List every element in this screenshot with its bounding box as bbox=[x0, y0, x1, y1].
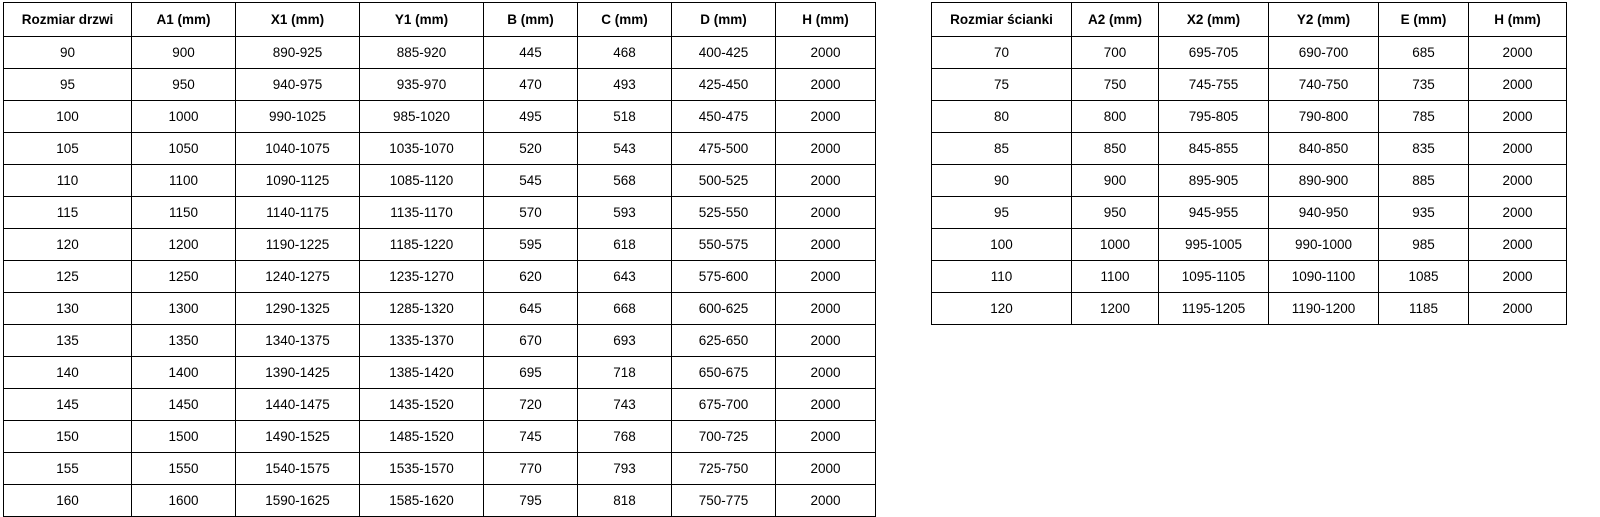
table-cell: 2000 bbox=[776, 69, 876, 101]
table-cell: 735 bbox=[1379, 69, 1469, 101]
table-row bbox=[4, 37, 876, 69]
table-cell: 160 bbox=[4, 485, 132, 517]
table-row bbox=[4, 293, 876, 325]
table-cell: 1085-1120 bbox=[360, 165, 484, 197]
walls-column-header: Y2 (mm) bbox=[1269, 3, 1379, 37]
table-row bbox=[4, 133, 876, 165]
table-cell: 940-950 bbox=[1269, 197, 1379, 229]
walls-column-header: E (mm) bbox=[1379, 3, 1469, 37]
table-cell: 1500 bbox=[132, 421, 236, 453]
table-cell: 493 bbox=[578, 69, 672, 101]
table-cell: 2000 bbox=[776, 101, 876, 133]
table-cell: 695-705 bbox=[1159, 37, 1269, 69]
table-cell: 675-700 bbox=[672, 389, 776, 421]
table-cell: 995-1005 bbox=[1159, 229, 1269, 261]
table-cell: 885 bbox=[1379, 165, 1469, 197]
table-cell: 1185-1220 bbox=[360, 229, 484, 261]
table-cell: 145 bbox=[4, 389, 132, 421]
table-cell: 600-625 bbox=[672, 293, 776, 325]
table-row bbox=[4, 165, 876, 197]
table-cell: 1300 bbox=[132, 293, 236, 325]
table-cell: 90 bbox=[4, 37, 132, 69]
table-cell: 845-855 bbox=[1159, 133, 1269, 165]
table-cell: 1335-1370 bbox=[360, 325, 484, 357]
table-cell: 770 bbox=[484, 453, 578, 485]
table-row bbox=[4, 229, 876, 261]
table-cell: 2000 bbox=[1469, 229, 1567, 261]
table-cell: 2000 bbox=[776, 165, 876, 197]
table-row bbox=[4, 197, 876, 229]
table-cell: 2000 bbox=[776, 197, 876, 229]
table-cell: 1535-1570 bbox=[360, 453, 484, 485]
table-cell: 795 bbox=[484, 485, 578, 517]
table-header-row bbox=[932, 3, 1567, 37]
doors-table-header bbox=[4, 3, 876, 37]
table-cell: 950 bbox=[1072, 197, 1159, 229]
doors-table-body bbox=[4, 37, 876, 517]
table-cell: 785 bbox=[1379, 101, 1469, 133]
table-cell: 2000 bbox=[1469, 197, 1567, 229]
table-cell: 1390-1425 bbox=[236, 357, 360, 389]
doors-table-container bbox=[3, 2, 876, 517]
table-cell: 150 bbox=[4, 421, 132, 453]
table-cell: 1450 bbox=[132, 389, 236, 421]
table-cell: 1100 bbox=[132, 165, 236, 197]
table-cell: 1250 bbox=[132, 261, 236, 293]
table-cell: 790-800 bbox=[1269, 101, 1379, 133]
walls-table-container bbox=[931, 2, 1567, 325]
table-cell: 500-525 bbox=[672, 165, 776, 197]
table-cell: 750 bbox=[1072, 69, 1159, 101]
table-cell: 2000 bbox=[1469, 261, 1567, 293]
table-cell: 835 bbox=[1379, 133, 1469, 165]
table-cell: 2000 bbox=[776, 325, 876, 357]
table-cell: 545 bbox=[484, 165, 578, 197]
table-cell: 1090-1100 bbox=[1269, 261, 1379, 293]
table-cell: 1590-1625 bbox=[236, 485, 360, 517]
table-cell: 130 bbox=[4, 293, 132, 325]
table-cell: 120 bbox=[4, 229, 132, 261]
doors-column-header: H (mm) bbox=[776, 3, 876, 37]
table-cell: 595 bbox=[484, 229, 578, 261]
table-cell: 718 bbox=[578, 357, 672, 389]
table-cell: 2000 bbox=[1469, 69, 1567, 101]
table-cell: 720 bbox=[484, 389, 578, 421]
table-cell: 700-725 bbox=[672, 421, 776, 453]
table-cell: 618 bbox=[578, 229, 672, 261]
table-cell: 550-575 bbox=[672, 229, 776, 261]
table-cell: 135 bbox=[4, 325, 132, 357]
table-cell: 1285-1320 bbox=[360, 293, 484, 325]
table-row bbox=[932, 197, 1567, 229]
table-row bbox=[932, 133, 1567, 165]
table-cell: 2000 bbox=[776, 37, 876, 69]
table-cell: 1435-1520 bbox=[360, 389, 484, 421]
table-row bbox=[932, 261, 1567, 293]
table-cell: 1485-1520 bbox=[360, 421, 484, 453]
table-cell: 1490-1525 bbox=[236, 421, 360, 453]
table-cell: 620 bbox=[484, 261, 578, 293]
walls-table-header bbox=[932, 3, 1567, 37]
table-cell: 1135-1170 bbox=[360, 197, 484, 229]
table-cell: 668 bbox=[578, 293, 672, 325]
table-cell: 685 bbox=[1379, 37, 1469, 69]
table-cell: 700 bbox=[1072, 37, 1159, 69]
table-cell: 2000 bbox=[776, 485, 876, 517]
table-row bbox=[4, 485, 876, 517]
table-header-row bbox=[4, 3, 876, 37]
table-cell: 693 bbox=[578, 325, 672, 357]
table-cell: 1400 bbox=[132, 357, 236, 389]
table-cell: 1190-1225 bbox=[236, 229, 360, 261]
walls-column-header: A2 (mm) bbox=[1072, 3, 1159, 37]
table-cell: 2000 bbox=[1469, 165, 1567, 197]
table-cell: 890-925 bbox=[236, 37, 360, 69]
table-cell: 445 bbox=[484, 37, 578, 69]
table-cell: 105 bbox=[4, 133, 132, 165]
table-cell: 740-750 bbox=[1269, 69, 1379, 101]
table-cell: 800 bbox=[1072, 101, 1159, 133]
table-cell: 425-450 bbox=[672, 69, 776, 101]
table-cell: 80 bbox=[932, 101, 1072, 133]
table-cell: 2000 bbox=[776, 293, 876, 325]
table-cell: 518 bbox=[578, 101, 672, 133]
walls-column-header: Rozmiar ścianki bbox=[932, 3, 1072, 37]
table-cell: 520 bbox=[484, 133, 578, 165]
walls-table-body bbox=[932, 37, 1567, 325]
table-cell: 950 bbox=[132, 69, 236, 101]
table-row bbox=[932, 101, 1567, 133]
table-cell: 1035-1070 bbox=[360, 133, 484, 165]
table-cell: 1000 bbox=[132, 101, 236, 133]
table-row bbox=[932, 229, 1567, 261]
table-cell: 725-750 bbox=[672, 453, 776, 485]
table-row bbox=[4, 357, 876, 389]
walls-size-table bbox=[931, 2, 1567, 325]
table-cell: 568 bbox=[578, 165, 672, 197]
table-cell: 895-905 bbox=[1159, 165, 1269, 197]
doors-column-header: Y1 (mm) bbox=[360, 3, 484, 37]
table-cell: 2000 bbox=[776, 389, 876, 421]
table-row bbox=[932, 69, 1567, 101]
table-cell: 475-500 bbox=[672, 133, 776, 165]
table-cell: 2000 bbox=[776, 229, 876, 261]
doors-size-table bbox=[3, 2, 876, 517]
table-cell: 1195-1205 bbox=[1159, 293, 1269, 325]
table-cell: 570 bbox=[484, 197, 578, 229]
table-cell: 935 bbox=[1379, 197, 1469, 229]
table-cell: 795-805 bbox=[1159, 101, 1269, 133]
table-cell: 625-650 bbox=[672, 325, 776, 357]
table-cell: 645 bbox=[484, 293, 578, 325]
table-cell: 1100 bbox=[1072, 261, 1159, 293]
table-cell: 1440-1475 bbox=[236, 389, 360, 421]
table-cell: 1140-1175 bbox=[236, 197, 360, 229]
table-cell: 1340-1375 bbox=[236, 325, 360, 357]
table-cell: 495 bbox=[484, 101, 578, 133]
table-cell: 945-955 bbox=[1159, 197, 1269, 229]
table-cell: 695 bbox=[484, 357, 578, 389]
table-cell: 900 bbox=[132, 37, 236, 69]
table-cell: 1585-1620 bbox=[360, 485, 484, 517]
doors-column-header: Rozmiar drzwi bbox=[4, 3, 132, 37]
table-cell: 575-600 bbox=[672, 261, 776, 293]
table-cell: 1235-1270 bbox=[360, 261, 484, 293]
table-cell: 850 bbox=[1072, 133, 1159, 165]
table-row bbox=[4, 421, 876, 453]
table-cell: 793 bbox=[578, 453, 672, 485]
table-cell: 110 bbox=[4, 165, 132, 197]
table-cell: 1540-1575 bbox=[236, 453, 360, 485]
table-cell: 750-775 bbox=[672, 485, 776, 517]
table-cell: 900 bbox=[1072, 165, 1159, 197]
table-cell: 90 bbox=[932, 165, 1072, 197]
table-cell: 120 bbox=[932, 293, 1072, 325]
walls-column-header: X2 (mm) bbox=[1159, 3, 1269, 37]
table-cell: 1290-1325 bbox=[236, 293, 360, 325]
table-cell: 75 bbox=[932, 69, 1072, 101]
table-cell: 1040-1075 bbox=[236, 133, 360, 165]
table-cell: 745 bbox=[484, 421, 578, 453]
table-cell: 650-675 bbox=[672, 357, 776, 389]
table-cell: 1240-1275 bbox=[236, 261, 360, 293]
table-cell: 745-755 bbox=[1159, 69, 1269, 101]
table-cell: 1550 bbox=[132, 453, 236, 485]
table-row bbox=[932, 165, 1567, 197]
table-cell: 1200 bbox=[132, 229, 236, 261]
table-row bbox=[4, 101, 876, 133]
table-cell: 670 bbox=[484, 325, 578, 357]
table-cell: 840-850 bbox=[1269, 133, 1379, 165]
table-cell: 885-920 bbox=[360, 37, 484, 69]
table-cell: 450-475 bbox=[672, 101, 776, 133]
table-row bbox=[4, 69, 876, 101]
table-row bbox=[932, 37, 1567, 69]
table-cell: 2000 bbox=[776, 133, 876, 165]
table-cell: 2000 bbox=[1469, 37, 1567, 69]
table-cell: 1385-1420 bbox=[360, 357, 484, 389]
table-cell: 95 bbox=[932, 197, 1072, 229]
table-cell: 1095-1105 bbox=[1159, 261, 1269, 293]
table-cell: 2000 bbox=[1469, 133, 1567, 165]
table-cell: 768 bbox=[578, 421, 672, 453]
table-row bbox=[932, 293, 1567, 325]
table-row bbox=[4, 261, 876, 293]
table-cell: 2000 bbox=[776, 357, 876, 389]
table-cell: 155 bbox=[4, 453, 132, 485]
table-cell: 890-900 bbox=[1269, 165, 1379, 197]
table-cell: 1150 bbox=[132, 197, 236, 229]
table-cell: 935-970 bbox=[360, 69, 484, 101]
table-cell: 525-550 bbox=[672, 197, 776, 229]
table-cell: 990-1000 bbox=[1269, 229, 1379, 261]
table-cell: 818 bbox=[578, 485, 672, 517]
table-cell: 1085 bbox=[1379, 261, 1469, 293]
doors-column-header: D (mm) bbox=[672, 3, 776, 37]
table-cell: 85 bbox=[932, 133, 1072, 165]
table-cell: 985-1020 bbox=[360, 101, 484, 133]
table-cell: 743 bbox=[578, 389, 672, 421]
table-cell: 1190-1200 bbox=[1269, 293, 1379, 325]
table-cell: 470 bbox=[484, 69, 578, 101]
table-cell: 140 bbox=[4, 357, 132, 389]
table-cell: 125 bbox=[4, 261, 132, 293]
table-cell: 100 bbox=[4, 101, 132, 133]
table-cell: 1185 bbox=[1379, 293, 1469, 325]
table-cell: 643 bbox=[578, 261, 672, 293]
table-cell: 1000 bbox=[1072, 229, 1159, 261]
table-row bbox=[4, 389, 876, 421]
table-cell: 70 bbox=[932, 37, 1072, 69]
table-cell: 2000 bbox=[1469, 101, 1567, 133]
table-cell: 468 bbox=[578, 37, 672, 69]
table-cell: 1350 bbox=[132, 325, 236, 357]
table-cell: 110 bbox=[932, 261, 1072, 293]
table-cell: 400-425 bbox=[672, 37, 776, 69]
table-cell: 115 bbox=[4, 197, 132, 229]
table-cell: 2000 bbox=[776, 453, 876, 485]
doors-column-header: B (mm) bbox=[484, 3, 578, 37]
table-cell: 1090-1125 bbox=[236, 165, 360, 197]
table-cell: 2000 bbox=[776, 421, 876, 453]
table-cell: 593 bbox=[578, 197, 672, 229]
table-cell: 990-1025 bbox=[236, 101, 360, 133]
table-cell: 985 bbox=[1379, 229, 1469, 261]
table-cell: 2000 bbox=[1469, 293, 1567, 325]
doors-column-header: A1 (mm) bbox=[132, 3, 236, 37]
table-cell: 2000 bbox=[776, 261, 876, 293]
table-row bbox=[4, 453, 876, 485]
table-cell: 543 bbox=[578, 133, 672, 165]
table-cell: 1050 bbox=[132, 133, 236, 165]
table-cell: 100 bbox=[932, 229, 1072, 261]
table-cell: 940-975 bbox=[236, 69, 360, 101]
doors-column-header: X1 (mm) bbox=[236, 3, 360, 37]
table-cell: 1200 bbox=[1072, 293, 1159, 325]
table-cell: 690-700 bbox=[1269, 37, 1379, 69]
table-cell: 1600 bbox=[132, 485, 236, 517]
table-cell: 95 bbox=[4, 69, 132, 101]
walls-column-header: H (mm) bbox=[1469, 3, 1567, 37]
table-row bbox=[4, 325, 876, 357]
doors-column-header: C (mm) bbox=[578, 3, 672, 37]
